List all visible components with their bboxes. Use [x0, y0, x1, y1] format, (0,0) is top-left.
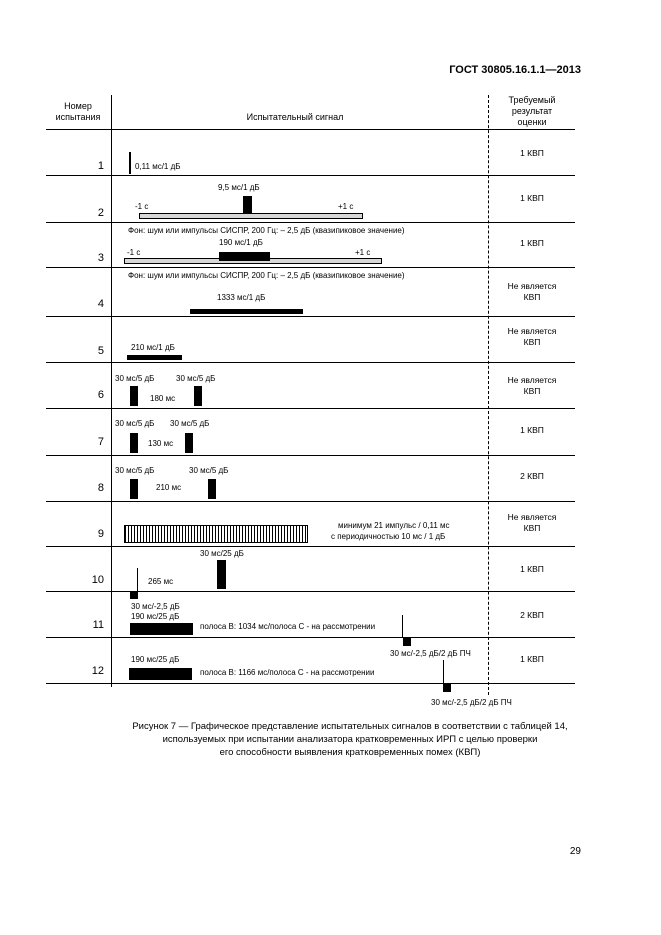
result-cell: Не является КВП: [507, 281, 557, 302]
background-bar: [139, 213, 363, 219]
header-bottom-rule: [46, 129, 575, 130]
signal-label: 30 мс/-2,5 дБ/2 дБ ПЧ: [390, 649, 471, 658]
pulse: [130, 479, 138, 499]
result-cell: 2 КВП: [520, 471, 544, 481]
result-cell: 1 КВП: [520, 654, 544, 664]
row-rule: [46, 222, 575, 223]
pulse: [190, 309, 303, 314]
pulse: [130, 623, 193, 635]
signal-label: минимум 21 импульс / 0,11 мс: [338, 521, 450, 530]
col-header-result: Требуемый результат оценки: [508, 95, 556, 127]
signal-label: 30 мс/5 дБ: [115, 466, 155, 475]
pulse: [243, 196, 252, 213]
signal-label: 210 мс: [156, 483, 182, 492]
row-number: 11: [92, 619, 104, 631]
row-number: 3: [97, 252, 104, 264]
row-rule: [46, 455, 575, 456]
signal-label: 180 мс: [150, 394, 176, 403]
result-cell: 1 КВП: [520, 238, 544, 248]
signal-label: с периодичностью 10 мс / 1 дБ: [331, 532, 446, 541]
row-number: 8: [97, 482, 104, 494]
signal-label: полоса В: 1166 мс/полоса С - на рассмотрении: [200, 668, 375, 677]
signal-label: 9,5 мс/1 дБ: [218, 183, 260, 192]
row-rule: [46, 501, 575, 502]
signal-label: 30 мс/5 дБ: [176, 374, 216, 383]
row-rule: [46, 362, 575, 363]
marker-line: [137, 568, 138, 591]
pulse: [130, 386, 138, 406]
row-number: 6: [97, 389, 104, 401]
signal-label: 30 мс/5 дБ: [170, 419, 210, 428]
signal-label: Фон: шум или импульсы СИСПР, 200 Гц: – 2,5 дБ (квазипиковое значение): [128, 226, 405, 235]
row-rule: [46, 591, 575, 592]
row-number: 7: [97, 436, 104, 448]
pulse: [130, 591, 138, 599]
column-divider-left: [111, 95, 112, 687]
signal-label: +1 с: [355, 248, 371, 257]
pulse: [208, 479, 216, 499]
result-cell: 1 КВП: [520, 148, 544, 158]
result-cell: 2 КВП: [520, 610, 544, 620]
signal-label: -1 с: [127, 248, 141, 257]
row-number: 4: [97, 298, 104, 310]
result-cell: Не является КВП: [507, 512, 557, 533]
marker-line: [443, 660, 444, 683]
col-header-number: Номер испытания: [55, 101, 101, 122]
signal-label: 1333 мс/1 дБ: [217, 293, 266, 302]
signal-label: Фон: шум или импульсы СИСПР, 200 Гц: – 2,5 дБ (квазипиковое значение): [128, 271, 405, 280]
pulse: [403, 637, 411, 646]
row-rule: [46, 637, 575, 638]
signal-label: 30 мс/5 дБ: [115, 419, 155, 428]
row-rule: [46, 546, 575, 547]
row-number: 10: [91, 574, 104, 586]
signal-label: 30 мс/5 дБ: [115, 374, 155, 383]
pulse: [129, 152, 131, 174]
signal-label: 30 мс/-2,5 дБ: [131, 602, 180, 611]
signal-label: 265 мс: [148, 577, 174, 586]
row-rule: [46, 175, 575, 176]
signal-label: 190 мс/25 дБ: [131, 655, 180, 664]
row-rule: [46, 316, 575, 317]
col-header-signal: Испытательный сигнал: [246, 112, 344, 122]
result-cell: Не является КВП: [507, 326, 557, 347]
pulse: [194, 386, 202, 406]
pulse: [217, 560, 226, 589]
pulse: [129, 668, 192, 680]
signal-label: 130 мс: [148, 439, 174, 448]
marker-line: [402, 615, 403, 637]
signal-label: 30 мс/-2,5 дБ/2 дБ ПЧ: [431, 698, 512, 707]
signal-label: полоса В: 1034 мс/полоса С - на рассмотрении: [200, 622, 376, 631]
pulse: [130, 433, 138, 453]
result-cell: 1 КВП: [520, 425, 544, 435]
signal-label: 0,11 мс/1 дБ: [135, 162, 181, 171]
pulse: [219, 252, 270, 261]
signal-label: 190 мс/1 дБ: [219, 238, 263, 247]
row-number: 9: [97, 528, 104, 540]
signal-label: -1 с: [135, 202, 149, 211]
row-rule: [46, 267, 575, 268]
result-cell: 1 КВП: [520, 193, 544, 203]
pulse: [443, 683, 451, 692]
signal-label: 190 мс/25 дБ: [131, 612, 180, 621]
row-rule: [46, 683, 575, 684]
pulse: [185, 433, 193, 453]
pulse: [127, 355, 182, 360]
page-number: 29: [569, 846, 581, 857]
pulse-train: [124, 525, 308, 543]
row-number: 5: [97, 345, 104, 357]
result-cell: 1 КВП: [520, 564, 544, 574]
row-rule: [46, 408, 575, 409]
row-number: 2: [97, 207, 104, 219]
standard-number: ГОСТ 30805.16.1.1—2013: [449, 64, 581, 76]
result-cell: Не является КВП: [507, 375, 557, 396]
figure-caption: Рисунок 7 — Графическое представление испытательных сигналов в соответствии с таблицей 14, используемых при испытании анализатора кратковременных ИРП с целью проверки его способности выявления кратковременных помех (КВП): [132, 721, 568, 758]
row-number: 12: [91, 665, 104, 677]
signal-label: 30 мс/5 дБ: [189, 466, 229, 475]
row-number: 1: [97, 160, 104, 172]
signal-label: 30 мс/25 дБ: [200, 549, 244, 558]
signal-label: 210 мс/1 дБ: [131, 343, 175, 352]
signal-label: +1 с: [338, 202, 354, 211]
